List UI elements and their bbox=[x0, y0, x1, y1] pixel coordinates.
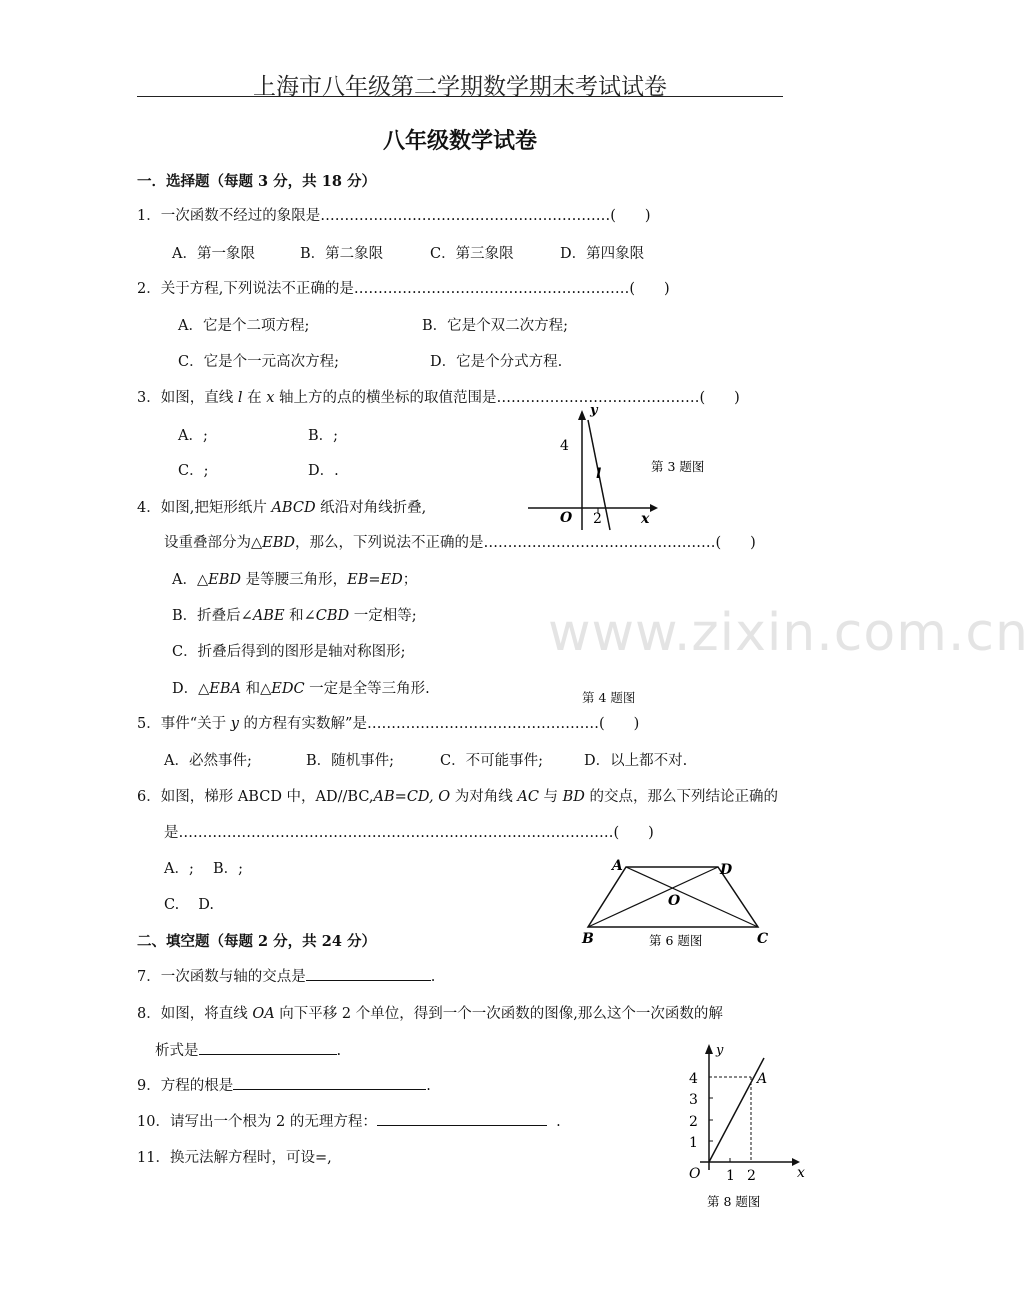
fig3-label-2: 2 bbox=[593, 511, 602, 527]
question-4-stem-line-2 bbox=[164, 531, 756, 552]
fig3-y-arrow-icon bbox=[578, 410, 586, 420]
page-title: 八年级数学试卷 bbox=[382, 128, 537, 154]
fig6-label-c: C bbox=[757, 931, 769, 947]
q9-pre: 9．方程的根是 bbox=[137, 1078, 234, 1094]
question-7 bbox=[137, 965, 435, 986]
q4-d-eba: EBA bbox=[209, 681, 241, 697]
question-8-line-2 bbox=[155, 1039, 341, 1060]
q8-post: 向下平移 2 个单位，得到一个一次函数的图像,那么这个一次函数的解 bbox=[274, 1006, 723, 1022]
fig3-x-arrow-icon bbox=[650, 504, 658, 512]
fig3-label-y: y bbox=[590, 403, 598, 418]
question-6-options-cd: C. D. bbox=[164, 897, 215, 913]
question-4-option-d bbox=[172, 677, 430, 698]
q4-abcd: ABCD bbox=[271, 500, 316, 516]
answer-blank-q10[interactable] bbox=[377, 1111, 547, 1126]
q8-line2-post: . bbox=[336, 1043, 342, 1059]
question-3-stem-pre: 3．如图，直线 bbox=[137, 390, 238, 406]
question-1-option-b: B．第二象限 bbox=[300, 246, 384, 262]
fig8-label-4: 4 bbox=[689, 1071, 698, 1087]
q4-d-edc: EDC bbox=[271, 681, 305, 697]
question-3-stem-mid: 在 bbox=[242, 390, 267, 406]
q7-post: . bbox=[430, 969, 436, 985]
q4-line1-pre: 4．如图,把矩形纸片 bbox=[137, 500, 272, 516]
q4-b-mid: 和∠ bbox=[284, 608, 316, 624]
q6-ac: AC bbox=[517, 789, 539, 805]
fig8-caption: 第 8 题图 bbox=[707, 1194, 761, 1209]
question-8-stem bbox=[137, 1002, 723, 1023]
q5-pre: 5．事件“关于 bbox=[137, 716, 231, 732]
watermark: www.zixin.com.cn bbox=[548, 603, 1029, 663]
q6-and: 与 bbox=[538, 789, 563, 805]
question-2-stem: 2．关于方程,下列说法不正确的是…………………………………………………( ) bbox=[137, 281, 670, 297]
q4-d-pre: D．△ bbox=[172, 681, 210, 697]
fig8-y-arrow-icon bbox=[705, 1044, 713, 1054]
question-2-option-b: B．它是个双二次方程; bbox=[422, 318, 569, 334]
q10-post: . bbox=[556, 1114, 561, 1130]
question-3-stem-post: 轴上方的点的横坐标的取值范围是……………………………………( ) bbox=[274, 390, 740, 406]
question-9 bbox=[137, 1074, 431, 1095]
fig3-label-x: x bbox=[641, 511, 650, 527]
q4-b-pre: B．折叠后∠ bbox=[172, 608, 253, 624]
q6-pre: 6．如图，梯形 ABCD 中，AD//BC, bbox=[137, 789, 374, 805]
q4-line1-post: 纸沿对角线折叠, bbox=[315, 500, 427, 516]
fig8-label-a: A bbox=[757, 1071, 768, 1087]
question-5-option-d: D．以上都不对. bbox=[584, 753, 688, 769]
q4-b-post: 一定相等; bbox=[349, 608, 417, 624]
question-1-option-c: C．第三象限 bbox=[430, 246, 514, 262]
question-6-stem-line-2: 是………………………………………………………………………………( ) bbox=[164, 825, 654, 841]
question-4-option-a bbox=[172, 568, 417, 589]
question-4-option-c: C．折叠后得到的图形是轴对称图形; bbox=[172, 644, 406, 660]
q8-oa: OA bbox=[252, 1006, 275, 1022]
answer-blank-q7[interactable] bbox=[306, 966, 431, 981]
fig6-label-a: A bbox=[612, 858, 623, 874]
question-2-option-c: C．它是个一元高次方程; bbox=[178, 354, 339, 370]
fig8-label-o: O bbox=[689, 1166, 701, 1182]
q4-a-pre: A．△ bbox=[172, 572, 209, 588]
question-3-figure bbox=[520, 400, 720, 540]
q5-post: 的方程有实数解”是…………………………………………( ) bbox=[238, 716, 640, 732]
fig3-caption: 第 3 题图 bbox=[651, 459, 705, 474]
q4-a-post: ； bbox=[402, 572, 418, 588]
question-5-option-b: B．随机事件; bbox=[306, 753, 395, 769]
section-heading-choice: 一．选择题（每题 3 分，共 18 分） bbox=[137, 173, 376, 190]
question-6-figure bbox=[576, 852, 776, 952]
header-rule bbox=[137, 96, 783, 97]
fig6-caption: 第 6 题图 bbox=[649, 933, 703, 948]
question-5-option-c: C．不可能事件; bbox=[440, 753, 543, 769]
q6-eq: AB=CD, O bbox=[373, 789, 451, 805]
question-3-option-a: A．; bbox=[178, 428, 208, 444]
question-6-options-ab: A．; B．; bbox=[164, 861, 244, 877]
q6-post: 的交点，那么下列结论正确的 bbox=[584, 789, 779, 805]
q4-d-mid: 和△ bbox=[241, 681, 272, 697]
fig3-label-o: O bbox=[560, 510, 573, 526]
question-3-option-b: B．; bbox=[308, 428, 339, 444]
question-1-stem: 1．一次函数不经过的象限是……………………………………………………( ) bbox=[137, 208, 651, 224]
fig8-line-oa bbox=[709, 1058, 764, 1162]
q9-post: . bbox=[426, 1078, 431, 1094]
question-5-option-a: A．必然事件; bbox=[164, 753, 252, 769]
section-heading-fill: 二、填空题（每题 2 分，共 24 分） bbox=[137, 933, 376, 950]
question-11: 11．换元法解方程时，可设=, bbox=[137, 1150, 332, 1166]
q4-line2-pre: 设重叠部分为△ bbox=[164, 535, 263, 551]
document-header: 上海市八年级第二学期数学期末考试试卷 bbox=[253, 74, 667, 100]
answer-blank-q9[interactable] bbox=[233, 1075, 426, 1090]
fig3-label-4: 4 bbox=[560, 438, 569, 454]
q4-a-ebd: EBD bbox=[208, 572, 241, 588]
question-2-option-d: D．它是个分式方程. bbox=[430, 354, 563, 370]
question-10 bbox=[137, 1110, 561, 1131]
q4-b-abe: ABE bbox=[252, 608, 285, 624]
question-4-stem-line-1 bbox=[137, 496, 426, 517]
fig8-label-x1: 1 bbox=[726, 1168, 735, 1184]
fig8-label-1: 1 bbox=[689, 1135, 698, 1151]
question-1-option-d: D．第四象限 bbox=[560, 246, 645, 262]
fig8-label-x: x bbox=[797, 1165, 805, 1181]
answer-blank-q8[interactable] bbox=[199, 1040, 337, 1055]
q7-pre: 7．一次函数与轴的交点是 bbox=[137, 969, 306, 985]
question-4-option-b bbox=[172, 604, 417, 625]
question-6-stem bbox=[137, 785, 778, 806]
q5-y: y bbox=[230, 716, 239, 732]
question-3-option-c: C．; bbox=[178, 463, 209, 479]
q4-d-post: 一定是全等三角形. bbox=[304, 681, 430, 697]
fig6-label-d: D bbox=[720, 862, 733, 878]
question-8-figure bbox=[680, 1038, 820, 1218]
x-axis-label: x bbox=[266, 390, 275, 406]
q6-bd: BD bbox=[562, 789, 585, 805]
fig8-label-x2: 2 bbox=[747, 1168, 756, 1184]
q4-a-eq: EB=ED bbox=[347, 572, 403, 588]
fig8-label-2: 2 bbox=[689, 1114, 698, 1130]
fig6-label-b: B bbox=[582, 931, 594, 947]
q8-line2-pre: 析式是 bbox=[155, 1043, 199, 1059]
question-1-option-a: A．第一象限 bbox=[172, 246, 255, 262]
q4-line2-post: ，那么，下列说法不正确的是…………………………………………( ) bbox=[295, 535, 756, 551]
q4-a-mid: 是等腰三角形， bbox=[241, 572, 348, 588]
q8-pre: 8．如图，将直线 bbox=[137, 1006, 253, 1022]
fig3-label-l: l bbox=[596, 466, 602, 482]
q4-ebd: EBD bbox=[262, 535, 296, 551]
q10-pre: 10．请写出一个根为 2 的无理方程： bbox=[137, 1114, 377, 1130]
fig8-label-3: 3 bbox=[689, 1092, 698, 1108]
question-2-option-a: A．它是个二项方程; bbox=[178, 318, 310, 334]
fig6-label-o: O bbox=[668, 893, 681, 909]
question-3-option-d: D．. bbox=[308, 463, 339, 479]
fig8-label-y: y bbox=[716, 1043, 724, 1058]
line-l-label: l bbox=[237, 390, 243, 406]
q6-mid: 为对角线 bbox=[450, 789, 518, 805]
figure-4-caption: 第 4 题图 bbox=[582, 690, 636, 705]
question-5-stem bbox=[137, 712, 639, 733]
q4-b-cbd: CBD bbox=[315, 608, 350, 624]
